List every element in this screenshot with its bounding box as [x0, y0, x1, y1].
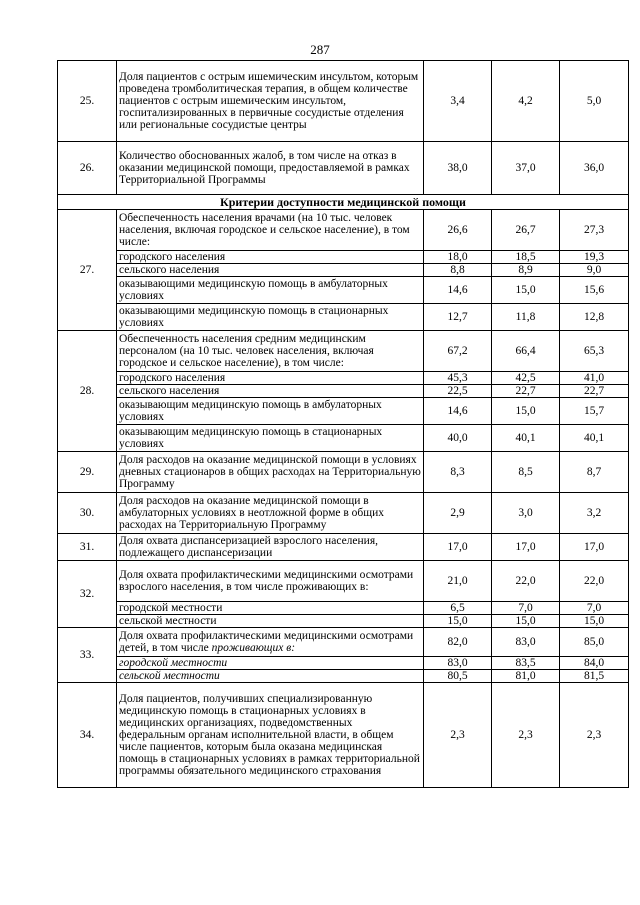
table-subrow	[58, 264, 629, 277]
indicator-text: Доля пациентов с острым ишемическим инсультом, которым проведена тромболитическая терапия, в общем количестве пациентов с острым ишемическим инсультом, госпитализированных в первичные сосудистые отделения или региональные сосудистые центры	[117, 61, 424, 142]
value-cell: 42,5	[492, 372, 560, 385]
indicator-text: Обеспеченность населения врачами (на 10 тыс. человек населения, включая городское и сельское население), в том числе:	[117, 210, 424, 251]
value-cell: 15,0	[492, 398, 560, 425]
table-subrow	[58, 670, 629, 683]
value-cell: 14,6	[424, 398, 492, 425]
value-cell: 40,1	[492, 425, 560, 452]
value-cell: 11,8	[492, 304, 560, 331]
subindicator-text: оказывающим медицинскую помощь в амбулаторных условиях	[117, 398, 424, 425]
indicator-text: Доля расходов на оказание медицинской помощи в условиях дневных стационаров в общих расходах на Территориальную Программу	[117, 452, 424, 493]
indicator-text-main: Доля охвата профилактическими медицинскими осмотрами детей, в том числе	[119, 630, 414, 654]
value-cell: 40,0	[424, 425, 492, 452]
value-cell: 3,2	[560, 493, 629, 534]
value-cell: 19,3	[560, 251, 629, 264]
subindicator-text: городской местности	[117, 602, 424, 615]
value-cell: 15,0	[492, 277, 560, 304]
value-cell: 26,7	[492, 210, 560, 251]
value-cell: 36,0	[560, 142, 629, 195]
value-cell: 15,0	[492, 615, 560, 628]
value-cell: 2,3	[492, 683, 560, 788]
value-cell: 22,0	[560, 561, 629, 602]
value-cell: 22,0	[492, 561, 560, 602]
value-cell: 27,3	[560, 210, 629, 251]
section-header-row	[58, 195, 629, 210]
value-cell: 8,8	[424, 264, 492, 277]
row-number: 34.	[58, 683, 117, 788]
table-subrow	[58, 398, 629, 425]
value-cell: 85,0	[560, 628, 629, 657]
value-cell: 15,6	[560, 277, 629, 304]
value-cell: 17,0	[560, 534, 629, 561]
value-cell: 37,0	[492, 142, 560, 195]
value-cell: 81,5	[560, 670, 629, 683]
value-cell: 21,0	[424, 561, 492, 602]
criteria-table	[57, 60, 629, 788]
row-number: 28.	[58, 331, 117, 452]
row-number: 30.	[58, 493, 117, 534]
table-row	[58, 452, 629, 493]
table-row	[58, 493, 629, 534]
table-row	[58, 561, 629, 602]
value-cell: 7,0	[492, 602, 560, 615]
value-cell: 17,0	[492, 534, 560, 561]
table-subrow	[58, 657, 629, 670]
table-subrow	[58, 602, 629, 615]
value-cell: 4,2	[492, 61, 560, 142]
value-cell: 5,0	[560, 61, 629, 142]
subindicator-text: городского населения	[117, 251, 424, 264]
subindicator-text: сельской местности	[117, 615, 424, 628]
value-cell: 14,6	[424, 277, 492, 304]
value-cell: 7,0	[560, 602, 629, 615]
value-cell: 2,9	[424, 493, 492, 534]
page-number: 287	[310, 42, 330, 57]
value-cell: 9,0	[560, 264, 629, 277]
indicator-text: Доля пациентов, получивших специализированную медицинскую помощь в стационарных условиях в медицинских организациях, подведомственных федеральным органам исполнительной власти, в общем числе пациентов, которым была оказана медицинская помощь в стационарных условиях в рамках территориальной программы обязательного медицинского страхования	[117, 683, 424, 788]
value-cell: 22,5	[424, 385, 492, 398]
value-cell: 66,4	[492, 331, 560, 372]
value-cell: 18,5	[492, 251, 560, 264]
value-cell: 22,7	[560, 385, 629, 398]
value-cell: 83,5	[492, 657, 560, 670]
row-number: 26.	[58, 142, 117, 195]
indicator-text: Доля охвата диспансеризацией взрослого населения, подлежащего диспансеризации	[117, 534, 424, 561]
value-cell: 81,0	[492, 670, 560, 683]
table-subrow	[58, 304, 629, 331]
subindicator-text: сельского населения	[117, 264, 424, 277]
row-number: 32.	[58, 561, 117, 628]
value-cell: 3,0	[492, 493, 560, 534]
value-cell: 83,0	[492, 628, 560, 657]
table-subrow	[58, 372, 629, 385]
value-cell: 80,5	[424, 670, 492, 683]
value-cell: 82,0	[424, 628, 492, 657]
value-cell: 65,3	[560, 331, 629, 372]
subindicator-text: оказывающими медицинскую помощь в стационарных условиях	[117, 304, 424, 331]
section-header: Критерии доступности медицинской помощи	[58, 195, 629, 210]
subindicator-text: оказывающими медицинскую помощь в амбулаторных условиях	[117, 277, 424, 304]
value-cell: 12,8	[560, 304, 629, 331]
row-number: 33.	[58, 628, 117, 683]
value-cell: 22,7	[492, 385, 560, 398]
value-cell: 15,0	[560, 615, 629, 628]
subindicator-text: городского населения	[117, 372, 424, 385]
value-cell: 15,7	[560, 398, 629, 425]
value-cell: 8,7	[560, 452, 629, 493]
value-cell: 3,4	[424, 61, 492, 142]
indicator-text-italic: проживающих в:	[211, 642, 296, 654]
value-cell: 67,2	[424, 331, 492, 372]
row-number: 31.	[58, 534, 117, 561]
indicator-text: Доля расходов на оказание медицинской помощи в амбулаторных условиях в неотложной форме в общих расходах на Территориальную Программу	[117, 493, 424, 534]
indicator-text: Доля охвата профилактическими медицинскими осмотрами взрослого населения, в том числе проживающих в:	[117, 561, 424, 602]
value-cell: 45,3	[424, 372, 492, 385]
table-subrow	[58, 615, 629, 628]
value-cell: 40,1	[560, 425, 629, 452]
table-row	[58, 628, 629, 657]
table-row	[58, 331, 629, 372]
row-number: 29.	[58, 452, 117, 493]
table-subrow	[58, 251, 629, 264]
table-row	[58, 210, 629, 251]
value-cell: 6,5	[424, 602, 492, 615]
value-cell: 8,5	[492, 452, 560, 493]
value-cell: 26,6	[424, 210, 492, 251]
value-cell: 8,9	[492, 264, 560, 277]
value-cell: 18,0	[424, 251, 492, 264]
value-cell: 41,0	[560, 372, 629, 385]
value-cell: 15,0	[424, 615, 492, 628]
value-cell: 8,3	[424, 452, 492, 493]
value-cell: 2,3	[560, 683, 629, 788]
table-row	[58, 61, 629, 142]
value-cell: 17,0	[424, 534, 492, 561]
value-cell: 2,3	[424, 683, 492, 788]
value-cell: 12,7	[424, 304, 492, 331]
value-cell: 83,0	[424, 657, 492, 670]
table-row	[58, 142, 629, 195]
indicator-text	[117, 628, 424, 657]
subindicator-text: сельской местности	[117, 670, 424, 683]
subindicator-text: оказывающим медицинскую помощь в стационарных условиях	[117, 425, 424, 452]
table-row	[58, 683, 629, 788]
row-number: 25.	[58, 61, 117, 142]
value-cell: 84,0	[560, 657, 629, 670]
indicator-text: Обеспеченность населения средним медицинским персоналом (на 10 тыс. человек населения, включая городское и сельское население), в том числе:	[117, 331, 424, 372]
table-subrow	[58, 425, 629, 452]
table-subrow	[58, 277, 629, 304]
value-cell: 38,0	[424, 142, 492, 195]
subindicator-text: городской местности	[117, 657, 424, 670]
indicator-text: Количество обоснованных жалоб, в том числе на отказ в оказании медицинской помощи, предоставляемой в рамках Территориальной Программы	[117, 142, 424, 195]
table-row	[58, 534, 629, 561]
subindicator-text: сельского населения	[117, 385, 424, 398]
table-subrow	[58, 385, 629, 398]
row-number: 27.	[58, 210, 117, 331]
